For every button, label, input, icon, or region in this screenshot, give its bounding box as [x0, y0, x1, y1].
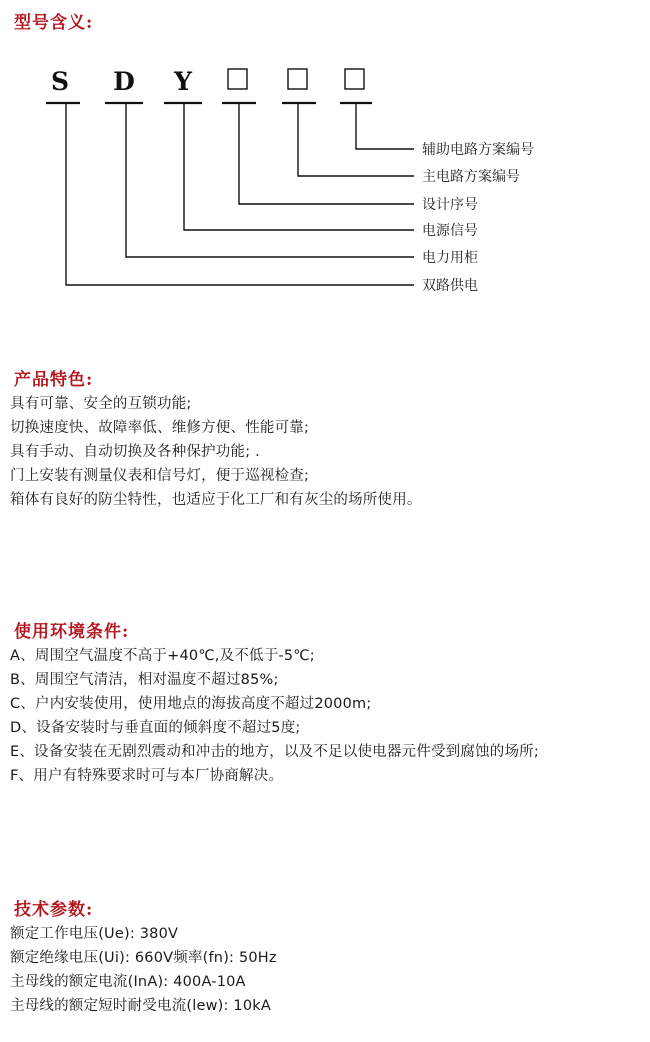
code-label-aux-circuit: 辅助电路方案编号 — [422, 142, 534, 158]
technical-title: 技术参数: — [14, 900, 94, 920]
code-box-1 — [228, 69, 247, 89]
code-label-main-circuit: 主电路方案编号 — [422, 169, 520, 185]
environment-line: F、用户有特殊要求时可与本厂协商解决。 — [10, 768, 284, 784]
features-line: 门上安装有测量仪表和信号灯，便于巡视检查; — [10, 468, 310, 484]
features-line: 具有可靠、安全的互锁功能; — [10, 396, 192, 412]
features-title: 产品特色: — [14, 370, 94, 390]
environment-line: E、设备安装在无剧烈震动和冲击的地方，以及不足以使电器元件受到腐蚀的场所; — [10, 744, 539, 760]
features-list — [10, 392, 422, 512]
code-label-power-cabinet: 电力用柜 — [422, 250, 478, 266]
code-connectors — [66, 103, 414, 285]
code-label-design-number: 设计序号 — [422, 197, 478, 213]
environment-line: B、周围空气清洁，相对温度不超过85%; — [10, 672, 279, 688]
environment-line: A、周围空气温度不高于+40℃,及不低于-5℃; — [10, 648, 315, 664]
code-letter-s: S — [50, 67, 70, 96]
technical-line: 主母线的额定短时耐受电流(lew): 10kA — [10, 998, 271, 1014]
technical-line: 额定绝缘电压(Ui): 660V频率(fn): 50Hz — [10, 950, 277, 966]
environment-line: C、户内安装使用，使用地点的海拔高度不超过2000m; — [10, 696, 372, 712]
features-line: 具有手动、自动切换及各种保护功能; . — [10, 444, 260, 460]
code-letter-d: D — [113, 67, 135, 96]
code-box-2 — [288, 69, 307, 89]
environment-list — [10, 644, 539, 788]
technical-list — [10, 922, 277, 1018]
technical-line: 主母线的额定电流(InA): 400A-10A — [10, 974, 246, 990]
features-line: 箱体有良好的防尘特性，也适应于化工厂和有灰尘的场所使用。 — [10, 492, 422, 508]
code-box-3 — [345, 69, 364, 89]
environment-title: 使用环境条件: — [14, 622, 130, 642]
environment-line: D、设备安装时与垂直面的倾斜度不超过5度; — [10, 720, 301, 736]
model-code-diagram — [0, 50, 650, 300]
code-label-dual-supply: 双路供电 — [422, 278, 478, 294]
model-meaning-title: 型号含义: — [14, 13, 94, 33]
code-label-power-signal: 电源信号 — [422, 223, 478, 239]
features-line: 切换速度快、故障率低、维修方便、性能可靠; — [10, 420, 310, 436]
code-letter-y: Y — [174, 67, 192, 96]
technical-line: 额定工作电压(Ue): 380V — [10, 926, 179, 942]
